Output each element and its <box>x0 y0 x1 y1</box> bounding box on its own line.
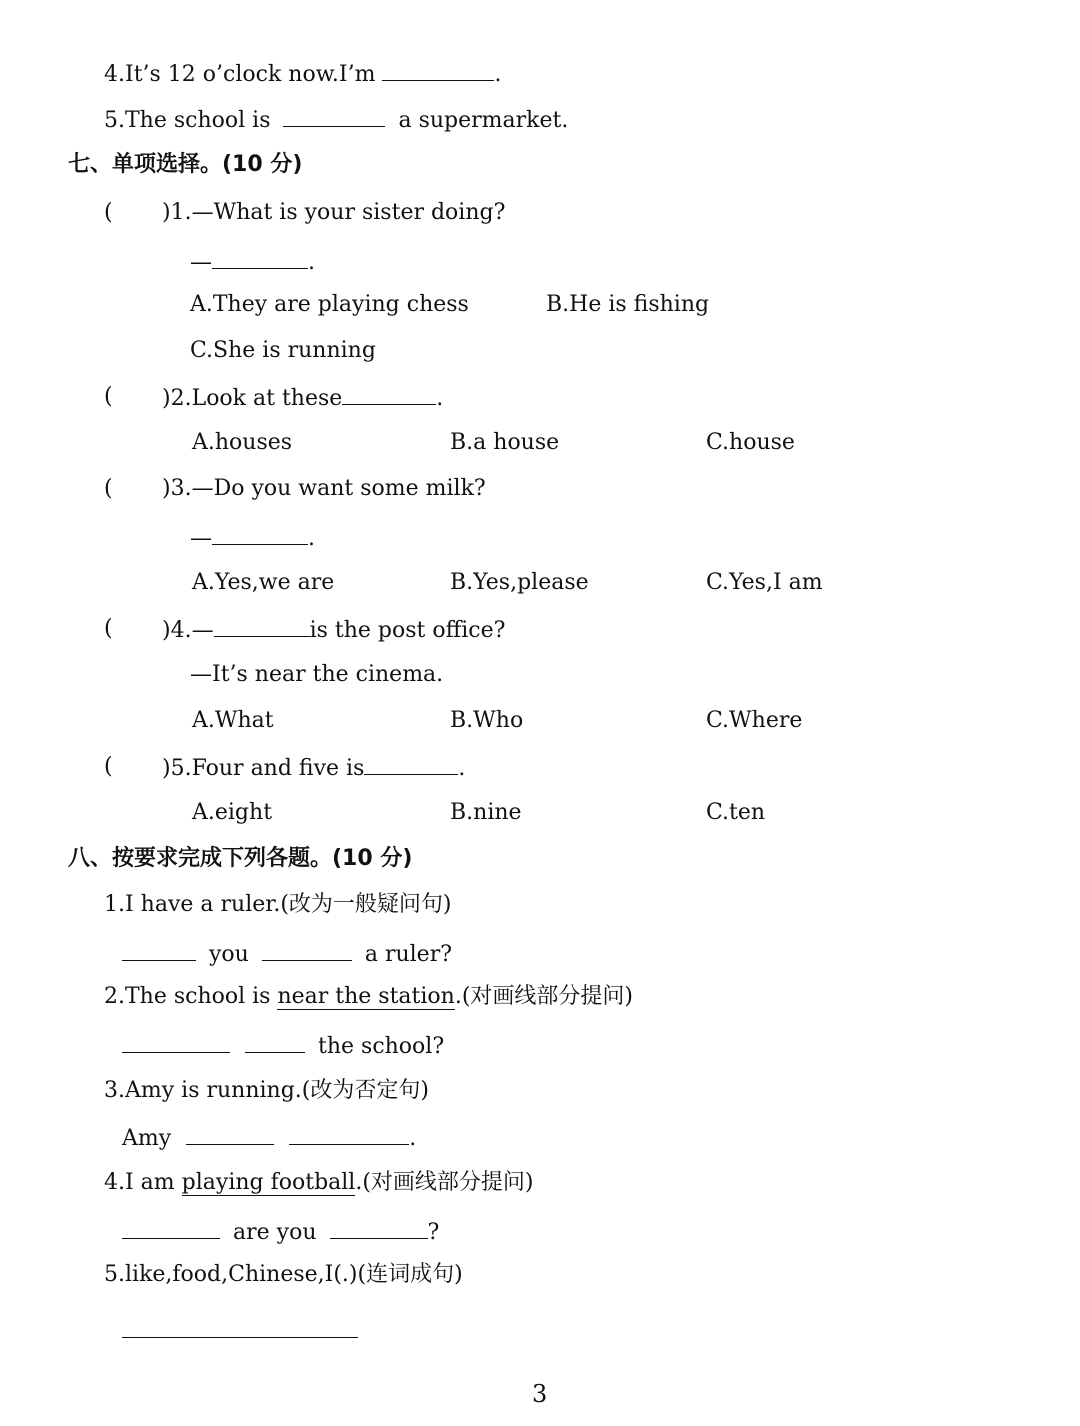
item-8-4: 4.I am playing football.(对画线部分提问) <box>104 1170 534 1195</box>
item-8-5: 5.like,food,Chinese,I(.)(连词成句) <box>104 1262 463 1287</box>
option-c[interactable]: C.Where <box>706 708 803 733</box>
question-3: )3.—Do you want some milk? <box>162 476 486 501</box>
answer-blank[interactable] <box>382 58 494 81</box>
answer-blank[interactable] <box>283 104 385 127</box>
answer-blank[interactable] <box>212 522 308 545</box>
q4-answer: —It’s near the cinema. <box>190 662 444 687</box>
option-a[interactable]: A.Yes,we are <box>192 570 335 595</box>
question-1: )1.—What is your sister doing? <box>162 200 506 225</box>
paren[interactable]: ( <box>104 384 113 409</box>
q3-answer-line: — . <box>190 522 315 554</box>
paren[interactable]: ( <box>104 754 113 779</box>
answer-blank[interactable] <box>330 1216 428 1239</box>
underlined-phrase: near the station <box>277 984 455 1009</box>
item-8-3-answer: Amy . <box>122 1122 416 1154</box>
option-b[interactable]: B.He is fishing <box>546 292 710 317</box>
paren[interactable]: ( <box>104 200 113 225</box>
answer-blank[interactable] <box>364 752 458 775</box>
paren[interactable]: ( <box>104 476 113 501</box>
answer-blank[interactable] <box>214 614 310 637</box>
item-8-1: 1.I have a ruler.(改为一般疑问句) <box>104 892 452 917</box>
option-a[interactable]: A.They are playing chess <box>190 292 469 317</box>
answer-blank[interactable] <box>212 246 308 269</box>
answer-blank[interactable] <box>122 1216 220 1239</box>
question-4: )4.— is the post office? <box>162 614 505 646</box>
option-c[interactable]: C.Yes,I am <box>706 570 823 595</box>
q1-answer-line: — . <box>190 246 315 278</box>
option-b[interactable]: B.Who <box>450 708 524 733</box>
paren[interactable]: ( <box>104 616 113 641</box>
section-title-7: 七、单项选择。(10 分) <box>68 152 303 177</box>
option-a[interactable]: A.eight <box>192 800 273 825</box>
item-8-4-answer: are you ? <box>122 1216 439 1248</box>
question-2: )2.Look at these . <box>162 382 443 414</box>
answer-blank[interactable] <box>289 1122 409 1145</box>
answer-blank[interactable] <box>262 938 352 961</box>
item-8-2-answer: the school? <box>122 1030 444 1062</box>
item-8-1-answer: you a ruler? <box>122 938 452 970</box>
answer-blank[interactable] <box>342 382 436 405</box>
option-c[interactable]: C.She is running <box>190 338 376 363</box>
option-c[interactable]: C.house <box>706 430 795 455</box>
answer-blank[interactable] <box>186 1122 274 1145</box>
option-c[interactable]: C.ten <box>706 800 766 825</box>
page-number: 3 <box>532 1380 548 1408</box>
option-b[interactable]: B.a house <box>450 430 560 455</box>
option-a[interactable]: A.houses <box>192 430 293 455</box>
item-6-5: 5.The school is a supermarket. <box>104 104 568 136</box>
question-5: )5.Four and five is . <box>162 752 465 784</box>
answer-blank[interactable] <box>122 1030 230 1053</box>
answer-blank[interactable] <box>122 938 196 961</box>
answer-blank[interactable] <box>245 1030 305 1053</box>
option-a[interactable]: A.What <box>192 708 274 733</box>
answer-line[interactable] <box>122 1337 358 1338</box>
option-b[interactable]: B.nine <box>450 800 522 825</box>
item-6-4: 4.It’s 12 o’clock now.I’m . <box>104 58 501 90</box>
item-8-2: 2.The school is near the station.(对画线部分提问) <box>104 984 634 1009</box>
underlined-phrase: playing football <box>181 1170 356 1195</box>
item-8-3: 3.Amy is running.(改为否定句) <box>104 1078 429 1103</box>
section-title-8: 八、按要求完成下列各题。(10 分) <box>68 846 413 871</box>
option-b[interactable]: B.Yes,please <box>450 570 589 595</box>
